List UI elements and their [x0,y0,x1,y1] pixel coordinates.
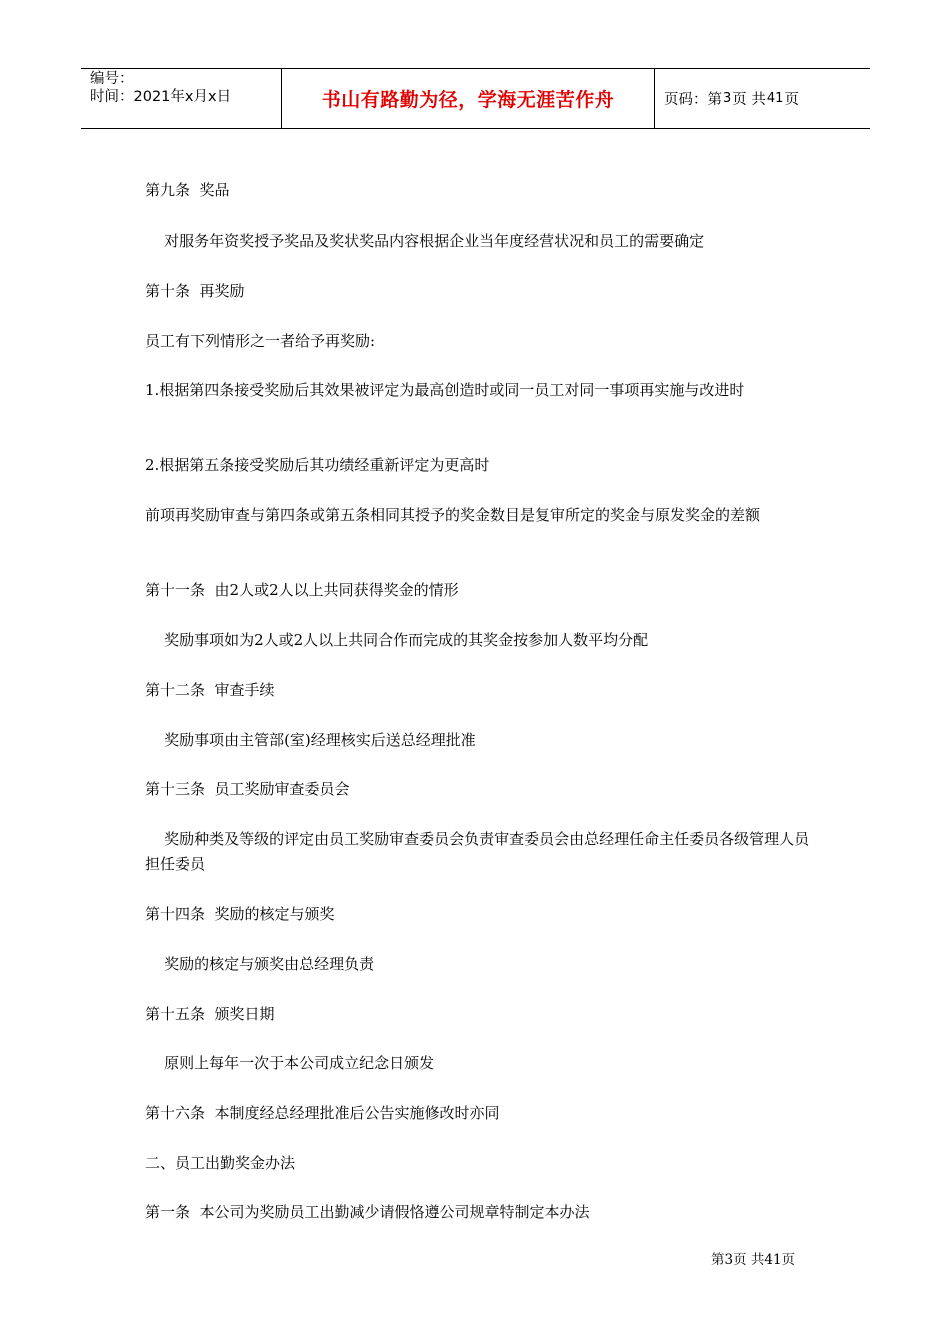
page-end: 页 [784,92,799,108]
paragraph: 2.根据第五条接受奖励后其功绩经重新评定为更高时 [145,456,490,474]
paragraph: 对服务年资奖授予奖品及奖状奖品内容根据企业当年度经营状况和员工的需要确定 [145,232,705,250]
paragraph: 第九条 奖品 [145,181,230,199]
paragraph: 第十条 再奖励 [145,282,245,300]
paragraph: 奖励种类及等级的评定由员工奖励审查委员会负责审查委员会由总经理任命主任委员各级管理人员担任委员 [145,830,810,873]
header-page-number [655,69,870,128]
page-footer: 第3页 共41页 [711,1252,796,1268]
paragraph: 员工有下列情形之一者给予再奖励: [145,332,376,350]
paragraph: 前项再奖励审查与第四条或第五条相同其授予的奖金数目是复审所定的奖金与原发奖金的差额 [145,506,761,524]
paragraph: 奖励的核定与颁奖由总经理负责 [145,955,375,973]
paragraph: 第十三条 员工奖励审查委员会 [145,780,350,798]
page-total: 41 [766,91,784,106]
paragraph: 原则上每年一次于本公司成立纪念日颁发 [145,1054,435,1072]
paragraph: 第一条 本公司为奖励员工出勤减少请假恪遵公司规章特制定本办法 [145,1203,590,1221]
paragraph: 奖励事项由主管部(室)经理核实后送总经理批准 [145,731,476,749]
page-header [81,68,870,129]
page-label: 页码：第 [664,92,722,108]
page-current: 3 [723,91,732,106]
paragraph: 第十一条 由2人或2人以上共同获得奖金的情形 [145,581,459,599]
paragraph: 第十六条 本制度经总经理批准后公告实施修改时亦同 [145,1104,500,1122]
paragraph: 二、员工出勤奖金办法 [145,1154,296,1172]
number-label: 编号： [90,71,134,87]
header-meta [81,69,282,128]
paragraph: 1.根据第四条接受奖励后其效果被评定为最高创造时或同一员工对同一事项再实施与改进时 [145,381,745,399]
page-mid: 页 共 [732,92,766,108]
paragraph: 第十五条 颁奖日期 [145,1005,275,1023]
paragraph: 奖励事项如为2人或2人以上共同合作而完成的其奖金按参加人数平均分配 [145,631,649,649]
paragraph: 第十二条 审查手续 [145,681,275,699]
header-motto: 书山有路勤为径，学海无涯苦作舟 [282,69,655,128]
time-line: 时间：2021年x月x日 [90,89,232,105]
paragraph: 第十四条 奖励的核定与颁奖 [145,905,335,923]
